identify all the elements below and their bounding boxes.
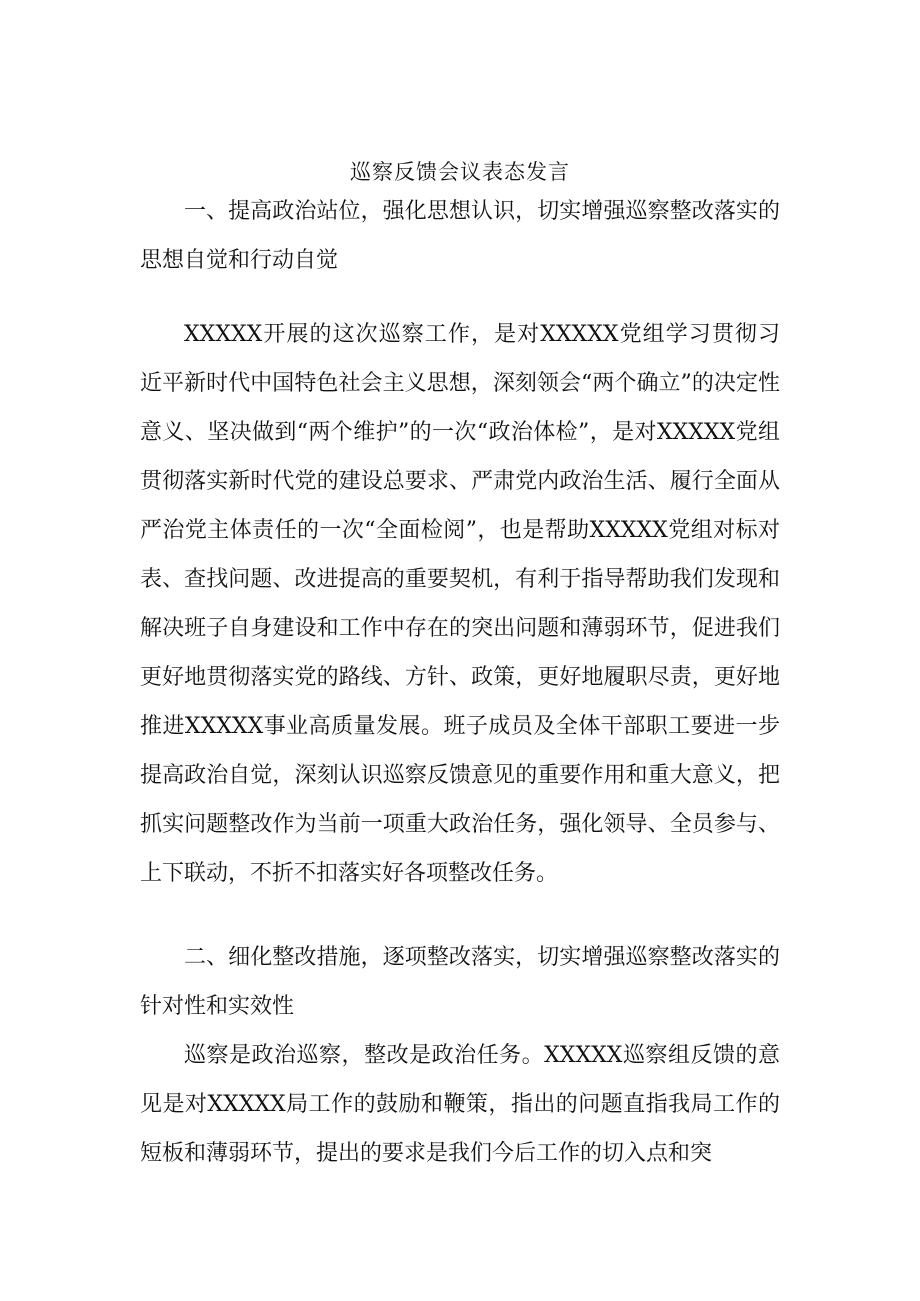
body-paragraph-2: 巡察是政治巡察，整改是政治任务。XXXXX巡察组反馈的意见是对XXXXX局工作的鼓励和鞭策，指出的问题直指我局工作的短板和薄弱环节，提出的要求是我们今后工作的切入点和突 xyxy=(140,1043,780,1166)
section-heading-2: 二、细化整改措施，逐项整改落实，切实增强巡察整改落实的针对性和实效性 xyxy=(140,945,780,1019)
section-heading-1: 一、提高政治站位，强化思想认识，切实增强巡察整改落实的思想自觉和行动自觉 xyxy=(140,199,780,273)
body-paragraph-1: XXXXX开展的这次巡察工作，是对XXXXX党组学习贯彻习近平新时代中国特色社会主义思想，深刻领会“两个确立”的决定性意义、坚决做到“两个维护”的一次“政治体检”，是对XXXXX党组贯彻落实新时代党的建设总要求、严肃党内政治生活、履行全面从严治党主体责任的一次“全面检阅”，也是帮助XXXXX党组对标对表、查找问题、改进提高的重要契机，有利于指导帮助我们发现和解决班子自身建设和工作中存在的突出问题和薄弱环节，促进我们更好地贯彻落实党的路线、方针、政策，更好地履职尽责，更好地推进XXXXX事业高质量发展。班子成员及全体干部职工要进一步提高政治自觉，深刻认识巡察反馈意见的重要作用和重大意义，把抓实问题整改作为当前一项重大政治任务，强化领导、全员参与、上下联动，不折不扣落实好各项整改任务。 xyxy=(140,322,780,886)
document-title: 巡察反馈会议表态发言 xyxy=(350,160,570,184)
